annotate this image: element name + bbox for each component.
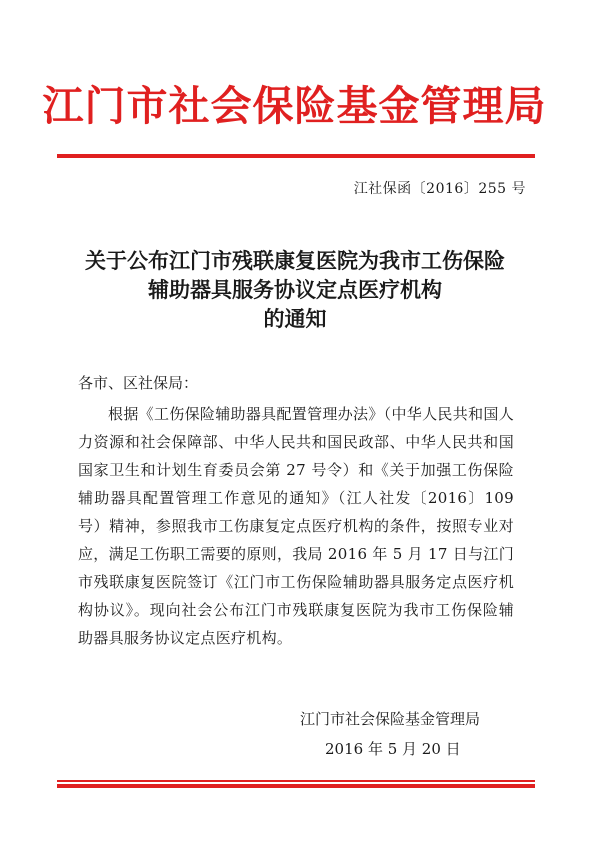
salutation: 各市、区社保局： bbox=[78, 374, 199, 392]
title-line-2: 辅助器具服务协议定点医疗机构 bbox=[148, 278, 442, 302]
body-paragraph: 根据《工伤保险辅助器具配置管理办法》（中华人民共和国人力资源和社会保障部、中华人民共和国民政部、中华人民共和国国家卫生和计划生育委员会第 27 号令）和《关于加强工伤保险辅助器具配置管理工作意见的通知》（江人社发〔2016〕109 号）精神，参照我市工伤康复定点医疗机构的条件，按照专业对应，满足工伤职工需要的原则，我局 2016 年 5 月 17 日与江门市残联康复医院签订《江门市工伤保险辅助器具服务定点医疗机构协议》。现向社会公布江门市残联康复医院为我市工伤保险辅助器具服务协议定点医疗机构。 bbox=[78, 405, 514, 647]
signature-date: 2016 年 5 月 20 日 bbox=[325, 740, 461, 758]
letterhead-title: 江门市社会保险基金管理局 bbox=[42, 82, 547, 130]
document-title bbox=[60, 247, 530, 334]
document-number: 江社保函〔2016〕255 号 bbox=[353, 181, 526, 197]
title-line-1: 关于公布江门市残联康复医院为我市工伤保险 bbox=[85, 249, 505, 273]
title-line-3: 的通知 bbox=[263, 307, 327, 331]
signature-organization: 江门市社会保险基金管理局 bbox=[300, 710, 481, 728]
footer-red-rule-thin bbox=[57, 780, 535, 782]
letterhead-red-rule bbox=[57, 154, 535, 158]
footer-red-rule-thick bbox=[57, 784, 535, 788]
